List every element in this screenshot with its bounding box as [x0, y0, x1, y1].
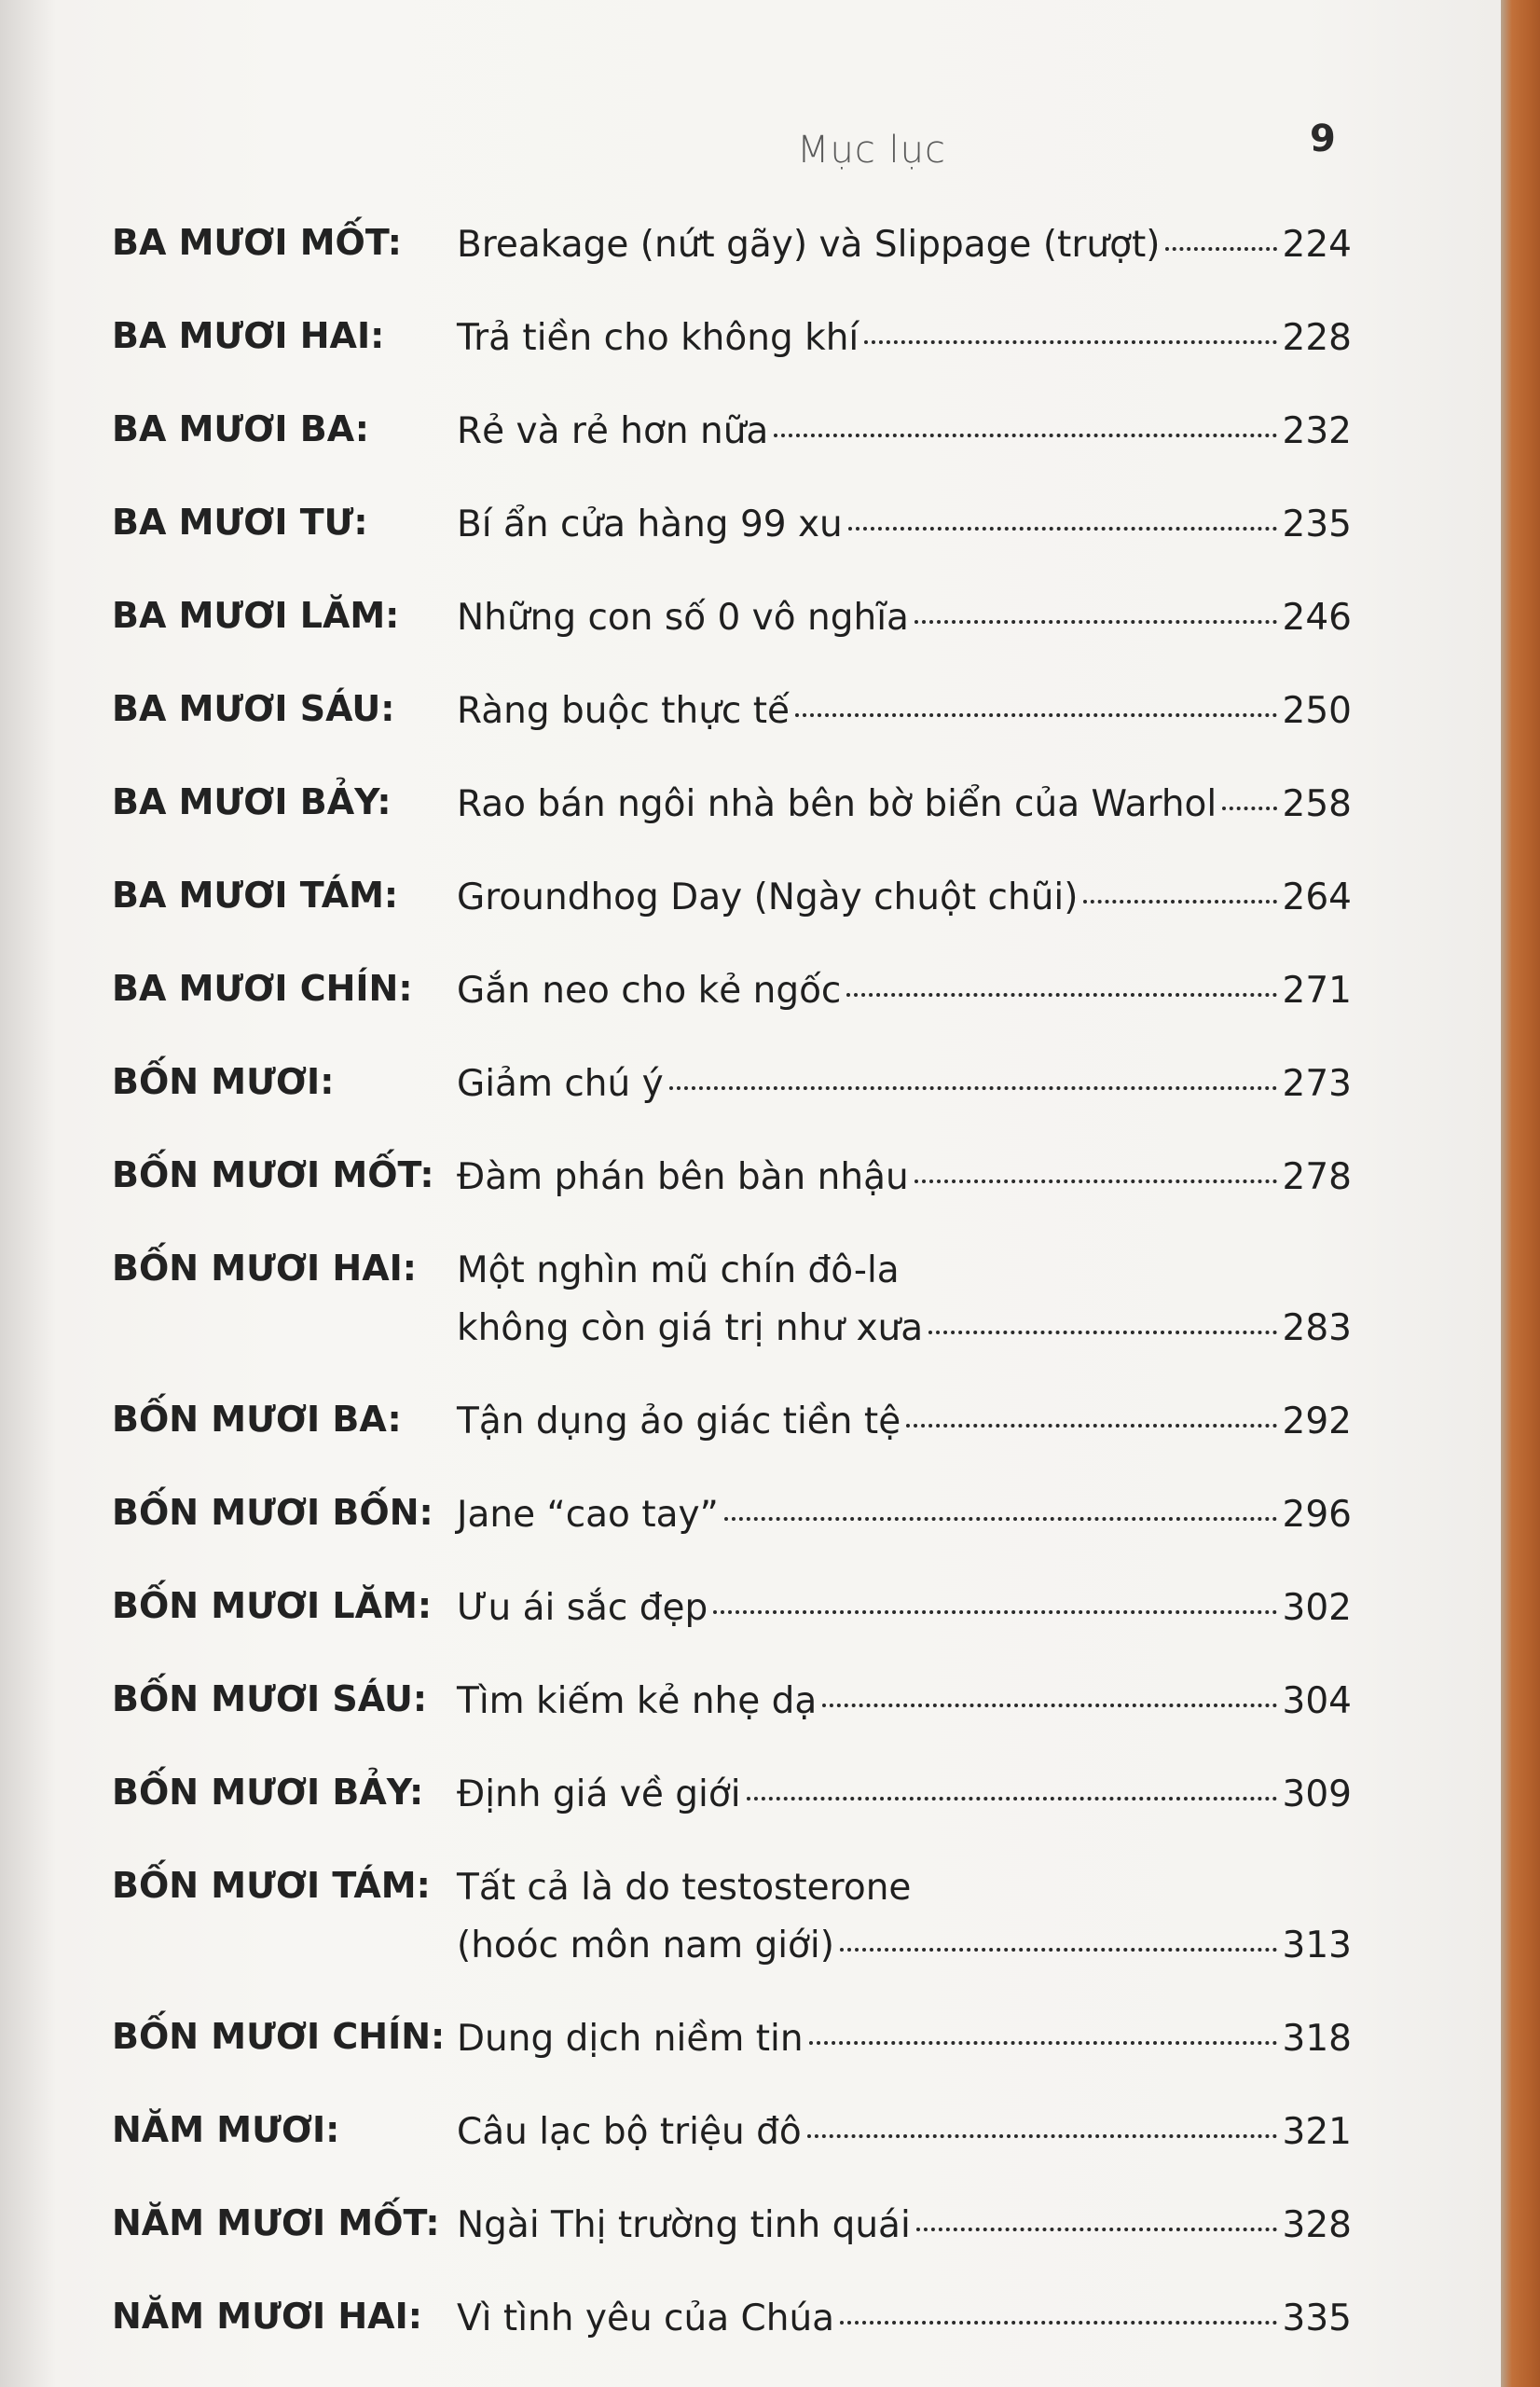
toc-row [112, 2197, 1352, 2255]
toc-page-number: 271 [1282, 970, 1352, 1012]
toc-entry-title: Gắn neo cho kẻ ngốc [457, 970, 842, 1012]
toc-page-number: 232 [1282, 410, 1352, 452]
book-edge [1501, 0, 1540, 2387]
toc-entry [457, 1580, 1352, 1637]
toc-row [112, 2010, 1352, 2068]
page-header-title: Mục lục [796, 129, 947, 172]
toc-entry-title: Ưu ái sắc đẹp [457, 1587, 708, 1629]
toc-entry-title: (hoóc môn nam giới) [457, 1925, 834, 1966]
toc-entry [457, 589, 1352, 647]
toc-entry [457, 869, 1352, 927]
toc-chapter-label: NĂM MƯƠI HAI: [112, 2296, 422, 2337]
toc-row [112, 1393, 1352, 1451]
toc-chapter-label: NĂM MƯƠI MỐT: [112, 2202, 440, 2243]
toc-chapter-label: BA MƯƠI TƯ: [112, 502, 368, 543]
dot-leader [906, 1424, 1276, 1428]
toc-entry-line [457, 869, 1352, 927]
dot-leader [840, 1948, 1277, 1952]
toc-entry-line [457, 1766, 1352, 1824]
toc-page-number: 250 [1282, 690, 1352, 732]
toc-page-number: 328 [1282, 2204, 1352, 2246]
toc-entry-title-line1: Một nghìn mũ chín đô-la [457, 1249, 900, 1291]
toc-chapter-label: BỐN MƯƠI LĂM: [112, 1585, 433, 1626]
toc-page-number: 296 [1282, 1494, 1352, 1536]
toc-entry [457, 1766, 1352, 1824]
toc-chapter-label: BA MƯƠI CHÍN: [112, 968, 413, 1009]
toc-entry [457, 1242, 1352, 1358]
dot-leader [914, 1180, 1277, 1183]
toc-entry [457, 1149, 1352, 1207]
toc-entry-title: Những con số 0 vô nghĩa [457, 597, 909, 639]
dot-leader [928, 1331, 1276, 1334]
toc-page-number: 304 [1282, 1680, 1352, 1722]
toc-chapter-label: BỐN MƯƠI HAI: [112, 1248, 417, 1289]
toc-chapter-label: BA MƯƠI SÁU: [112, 688, 395, 729]
toc-entry-title: Trả tiền cho không khí [457, 317, 859, 359]
toc-page-number: 321 [1282, 2111, 1352, 2153]
toc-chapter-label: BA MƯƠI HAI: [112, 315, 385, 356]
toc-chapter-label: BỐN MƯƠI: [112, 1061, 335, 1102]
toc-page-number: 235 [1282, 504, 1352, 545]
toc-entry-title-line1: Tất cả là do testosterone [457, 1867, 912, 1909]
toc-entry-title: Ràng buộc thực tế [457, 690, 791, 732]
toc-row [112, 1486, 1352, 1544]
toc-entry-line [457, 496, 1352, 554]
toc-page-number: 309 [1282, 1773, 1352, 1815]
toc-entry-line [457, 1917, 1352, 1975]
toc-entry-title: Dung dịch niềm tin [457, 2018, 804, 2060]
toc-row [112, 1580, 1352, 1637]
toc-entry-line [457, 403, 1352, 461]
toc-entry-title: không còn giá trị như xưa [457, 1307, 924, 1349]
dot-leader [914, 620, 1277, 624]
dot-leader [809, 2041, 1277, 2045]
toc-entry [457, 776, 1352, 834]
toc-entry-line [457, 2010, 1352, 2068]
toc-entry-title: Bí ẩn cửa hàng 99 xu [457, 504, 843, 545]
toc-entry [457, 310, 1352, 367]
toc-entry-line [457, 2197, 1352, 2255]
dot-leader [848, 527, 1277, 531]
toc-row [112, 1056, 1352, 1113]
toc-page-number: 264 [1282, 876, 1352, 918]
toc-entry-line [457, 2104, 1352, 2161]
toc-chapter-label: BA MƯƠI TÁM: [112, 875, 399, 916]
dot-leader [724, 1517, 1277, 1521]
page-number: 9 [1310, 117, 1336, 160]
toc-entry-line [457, 1580, 1352, 1637]
toc-entry-line [457, 776, 1352, 834]
toc-row [112, 683, 1352, 740]
toc-row [112, 962, 1352, 1020]
toc-row [112, 1766, 1352, 1824]
toc-entry-title: Định giá về giới [457, 1773, 741, 1815]
toc-page-number: 273 [1282, 1063, 1352, 1105]
dot-leader [822, 1704, 1276, 1707]
toc-page-number: 292 [1282, 1400, 1352, 1442]
toc-entry [457, 1056, 1352, 1113]
toc-entry-line [457, 683, 1352, 740]
toc-chapter-label: BỐN MƯƠI SÁU: [112, 1678, 428, 1719]
toc-page-number: 302 [1282, 1587, 1352, 1629]
toc-page-number: 313 [1282, 1925, 1352, 1966]
toc-entry [457, 2010, 1352, 2068]
toc-row [112, 216, 1352, 274]
toc-page-number: 228 [1282, 317, 1352, 359]
toc-row [112, 496, 1352, 554]
toc-row [112, 1859, 1352, 1975]
toc-entry-line [457, 1149, 1352, 1207]
toc-row [112, 776, 1352, 834]
toc-row [112, 869, 1352, 927]
toc-chapter-label: BỐN MƯƠI CHÍN: [112, 2016, 446, 2057]
toc-page-number: 335 [1282, 2297, 1352, 2339]
toc-entry [457, 1393, 1352, 1451]
dot-leader [1165, 247, 1276, 251]
toc-row [112, 1673, 1352, 1731]
toc-chapter-label: BỐN MƯƠI BỐN: [112, 1492, 433, 1533]
toc-entry [457, 496, 1352, 554]
toc-entry-title: Vì tình yêu của Chúa [457, 2297, 835, 2339]
toc-chapter-label: BỐN MƯƠI TÁM: [112, 1865, 431, 1906]
toc-entry-title: Jane “cao tay” [457, 1494, 719, 1536]
toc-entry [457, 683, 1352, 740]
toc-entry-title: Đàm phán bên bàn nhậu [457, 1156, 909, 1198]
dot-leader [795, 713, 1277, 717]
toc-entry-line [457, 1393, 1352, 1451]
toc-page-number: 224 [1282, 224, 1352, 266]
toc-row [112, 589, 1352, 647]
toc-page-number: 278 [1282, 1156, 1352, 1198]
toc-entry-title: Tận dụng ảo giác tiền tệ [457, 1400, 901, 1442]
toc-entry-title: Breakage (nứt gãy) và Slippage (trượt) [457, 224, 1161, 266]
toc-row [112, 310, 1352, 367]
table-of-contents [112, 216, 1352, 2383]
dot-leader [669, 1086, 1277, 1090]
toc-row [112, 1242, 1352, 1358]
toc-chapter-label: BA MƯƠI MỐT: [112, 222, 402, 263]
toc-entry [457, 2290, 1352, 2348]
toc-entry-title: Rao bán ngôi nhà bên bờ biển của Warhol [457, 783, 1217, 825]
toc-entry-title: Giảm chú ý [457, 1063, 664, 1105]
toc-page-number: 258 [1282, 783, 1352, 825]
toc-entry-title: Câu lạc bộ triệu đô [457, 2111, 802, 2153]
toc-entry-line [457, 2290, 1352, 2348]
toc-entry-title: Groundhog Day (Ngày chuột chũi) [457, 876, 1079, 918]
toc-entry [457, 2104, 1352, 2161]
toc-chapter-label: BỐN MƯƠI BẢY: [112, 1772, 424, 1813]
toc-entry [457, 2197, 1352, 2255]
dot-leader [1222, 807, 1276, 810]
toc-chapter-label: BỐN MƯƠI MỐT: [112, 1154, 434, 1195]
toc-chapter-label: BA MƯƠI BẢY: [112, 781, 392, 822]
toc-entry-line [457, 1300, 1352, 1358]
toc-row [112, 403, 1352, 461]
toc-page-number: 246 [1282, 597, 1352, 639]
dot-leader [747, 1797, 1277, 1801]
toc-entry-line [457, 1673, 1352, 1731]
toc-row [112, 2104, 1352, 2161]
toc-entry [457, 1859, 1352, 1975]
dot-leader [840, 2321, 1276, 2325]
dot-leader [807, 2134, 1277, 2138]
toc-page-number: 283 [1282, 1307, 1352, 1349]
toc-entry-line [457, 962, 1352, 1020]
toc-entry [457, 1673, 1352, 1731]
toc-entry [457, 962, 1352, 1020]
toc-entry-line [457, 216, 1352, 274]
toc-row [112, 2290, 1352, 2348]
toc-row [112, 1149, 1352, 1207]
toc-chapter-label: NĂM MƯƠI: [112, 2109, 340, 2150]
dot-leader [1083, 900, 1276, 904]
toc-entry [457, 403, 1352, 461]
dot-leader [864, 340, 1276, 344]
toc-chapter-label: BA MƯƠI BA: [112, 408, 370, 449]
toc-entry-title: Tìm kiếm kẻ nhẹ dạ [457, 1680, 818, 1722]
toc-entry-line [457, 1056, 1352, 1113]
toc-entry-line [457, 310, 1352, 367]
toc-chapter-label: BỐN MƯƠI BA: [112, 1399, 402, 1440]
dot-leader [774, 434, 1276, 437]
toc-page-number: 318 [1282, 2018, 1352, 2060]
dot-leader [916, 2228, 1277, 2231]
dot-leader [846, 993, 1276, 997]
toc-entry [457, 1486, 1352, 1544]
dot-leader [713, 1610, 1276, 1614]
toc-entry-title: Ngài Thị trường tinh quái [457, 2204, 911, 2246]
toc-entry [457, 216, 1352, 274]
toc-entry-line [457, 1486, 1352, 1544]
toc-entry-title: Rẻ và rẻ hơn nữa [457, 410, 769, 452]
toc-entry-line [457, 589, 1352, 647]
toc-chapter-label: BA MƯƠI LĂM: [112, 595, 400, 636]
